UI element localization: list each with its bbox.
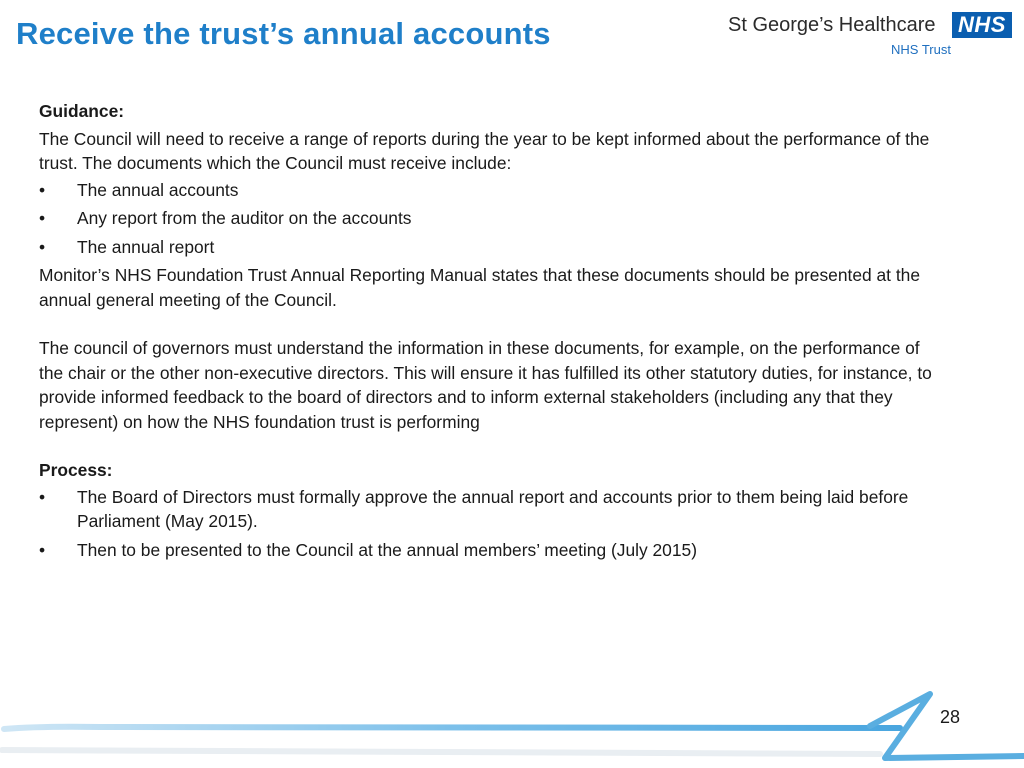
guidance-heading: Guidance: — [39, 101, 125, 121]
list-item: • Then to be presented to the Council at the annual members’ meeting (July 2015) — [39, 538, 939, 563]
guidance-intro: The Council will need to receive a range of reports during the year to be kept informed about the performance of the trust. The documents which the Council must receive include: — [39, 128, 930, 173]
footer-swoosh — [0, 688, 1024, 768]
list-item: • The Board of Directors must formally approve the annual report and accounts prior to them being laid before Parliament (May 2015). — [39, 485, 939, 534]
logo-trust-name: St George’s Healthcare — [728, 14, 936, 36]
footer-line-low — [2, 750, 880, 754]
list-item: • The annual report — [39, 235, 939, 260]
list-item: • The annual accounts — [39, 178, 939, 203]
slide-title: Receive the trust’s annual accounts — [16, 16, 551, 51]
footer-line-main — [4, 727, 900, 729]
logo-subtitle: NHS Trust — [891, 42, 951, 57]
governors-note: The council of governors must understand the information in these documents, for example, on the performance of the chair or the other non-executive directors. This will ensure it has fulfilled its other statutory duties, for instance, to provide informed feedback to the board of directors and to inform external stakeholders (including any that they represent) on how the NHS foundation trust is performing — [39, 338, 932, 432]
monitor-note: Monitor’s NHS Foundation Trust Annual Reporting Manual states that these documents should be presented at the annual general meeting of the Council. — [39, 265, 921, 310]
document-list — [39, 178, 939, 260]
process-heading: Process: — [39, 460, 113, 480]
list-item: • Any report from the auditor on the accounts — [39, 206, 939, 231]
process-list — [39, 485, 939, 563]
trust-logo — [728, 12, 1014, 60]
page-number: 28 — [940, 707, 961, 727]
nhs-badge: NHS — [952, 12, 1012, 38]
slide-body — [39, 99, 939, 562]
